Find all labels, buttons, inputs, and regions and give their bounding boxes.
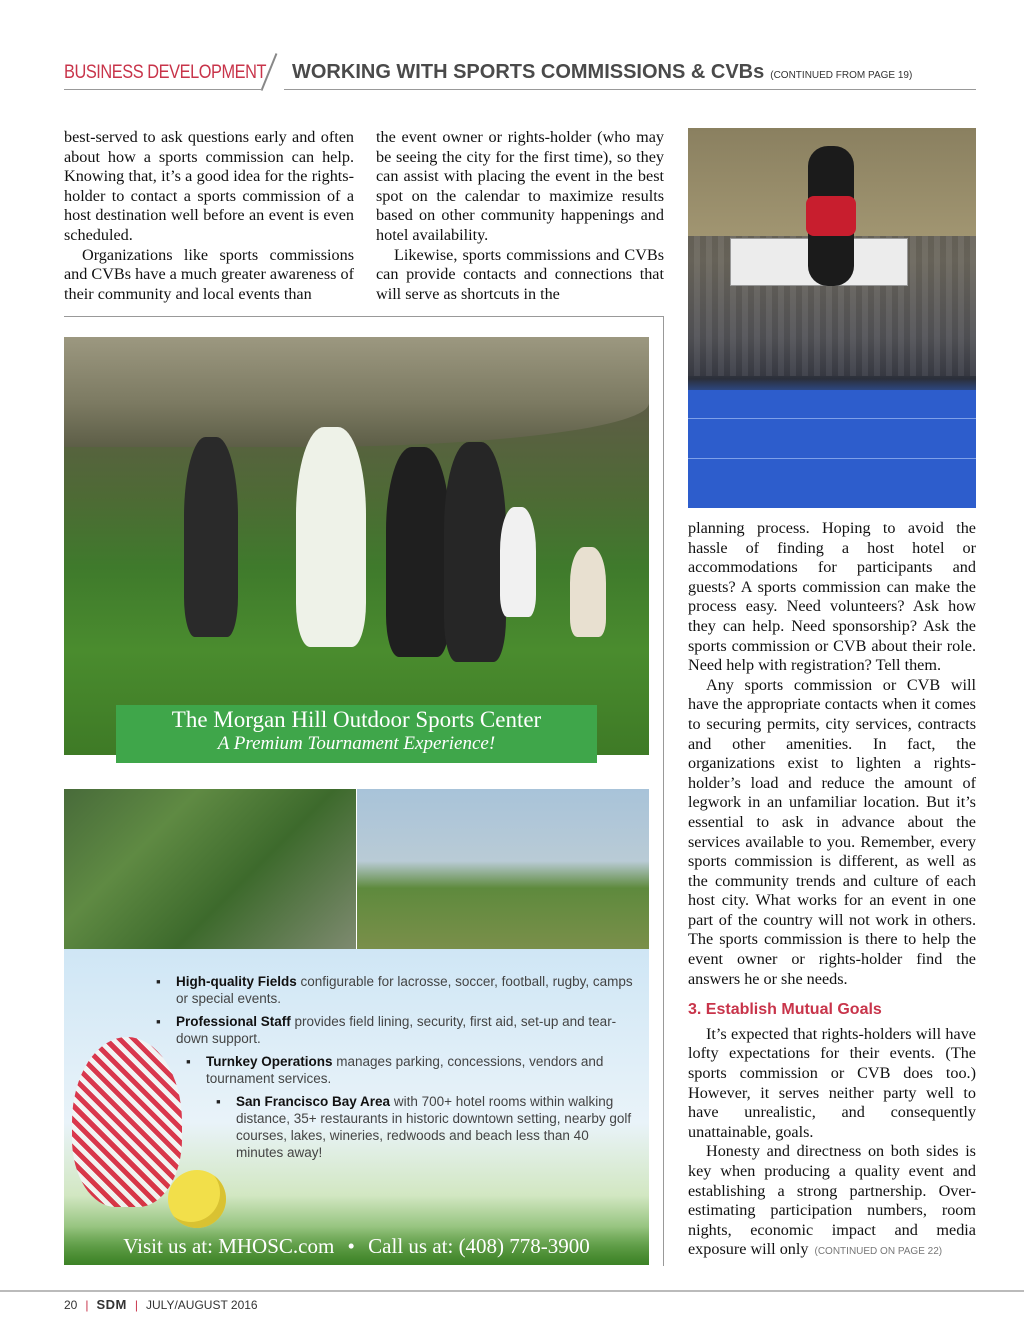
ad-tagline: A Premium Tournament Experience! — [217, 733, 496, 754]
aerial-fields-photo — [64, 789, 356, 949]
gymnastics-photo — [688, 128, 976, 508]
article-column-1 — [64, 128, 354, 304]
footer-separator: | — [134, 1298, 138, 1312]
lacrosse-ball-icon — [168, 1170, 226, 1228]
feature-title: Professional Staff — [176, 1014, 291, 1029]
feature-text: manages parking, concessions, vendors and tournament services. — [206, 1054, 604, 1086]
continued-from-note: (CONTINUED FROM PAGE 19) — [770, 70, 913, 81]
lacrosse-photo — [64, 337, 649, 755]
footer-rule — [0, 1290, 1024, 1292]
ad-title: The Morgan Hill Outdoor Sports Center — [171, 707, 542, 732]
gym-floor — [688, 390, 976, 508]
player-figure — [444, 442, 506, 662]
ad-title-banner — [116, 705, 597, 763]
paragraph: best-served to ask questions early and often about how a sports commission can help. Knowing that, it’s a good idea for the rights-holder to contact a sports commission of a host destination well before an event is even scheduled. — [64, 128, 354, 244]
floor-line — [688, 458, 976, 459]
player-figure — [296, 427, 366, 647]
feature-text: with 700+ hotel rooms within walking distance, 35+ restaurants in historic downtown setting, nearby golf courses, lakes, wineries, redwoods and beach less than 40 minutes away! — [236, 1094, 632, 1160]
list-item — [156, 973, 636, 1007]
issue-date: JULY/AUGUST 2016 — [146, 1298, 258, 1312]
paragraph — [688, 1142, 976, 1262]
paragraph-text: Honesty and directness on both sides is key when producing a quality event and establishing a strong partnership. Over-estimating participation numbers, room nights, economic impact and media exposure will only — [688, 1142, 976, 1259]
article-title — [292, 61, 912, 84]
player-figure — [386, 447, 450, 657]
floor-line — [688, 418, 976, 419]
header-rule-right — [284, 89, 976, 90]
feature-title: Turnkey Operations — [206, 1054, 333, 1069]
phone-link[interactable]: Call us at: (408) 778-3900 — [368, 1234, 590, 1258]
ad-feature-list — [156, 973, 636, 1167]
feature-title: San Francisco Bay Area — [236, 1094, 391, 1109]
lacrosse-game-photo — [357, 789, 649, 949]
footer-separator: | — [85, 1298, 89, 1312]
article-title-text: WORKING WITH SPORTS COMMISSIONS & CVBs — [292, 61, 765, 83]
header-rule-left — [64, 89, 262, 90]
separator-dot: • — [347, 1234, 355, 1258]
spectator-figure — [570, 547, 606, 637]
paragraph: Organizations like sports commissions and CVBs have a much greater awareness of their community and local events than — [64, 245, 354, 303]
referee-figure — [500, 507, 536, 617]
paragraph: the event owner or rights-holder (who may be seeing the city for the first time), so they can assist with placing the event in the best spot on the calendar to maximize results based on other community happenings and hotel availability. — [376, 128, 664, 244]
list-item — [156, 1013, 636, 1047]
paragraph: Any sports commission or CVB will have the appropriate contacts when it comes to securing permits, city services, contracts and other amenities. In fact, the organizations exist to lighten a rights-holder’s load and reduce the amount of legwork in an unfamiliar location. But it’s essential to ask in advance about the services available to you. Remember, every sports commission is different, as well as the community trends and culture of each host city. What works for an event in one part of the country will not work in others. The sports commission is there to help the event owner or rights-holder find the answers he or she needs. — [688, 675, 976, 988]
section-label: BUSINESS DEVELOPMENT — [64, 62, 267, 83]
paragraph: It’s expected that rights-holders will have lofty expectations for their events. (The sports commission or CVB does too.) However, it serves neither party well to have unrealistic, and consequently unattainable, goals. — [688, 1024, 976, 1141]
article-column-3 — [688, 519, 976, 1262]
paragraph: Likewise, sports commissions and CVBs can provide contacts and connections that will serve as shortcuts in the — [376, 245, 664, 303]
gymnast-leotard — [806, 196, 856, 236]
website-link[interactable]: Visit us at: MHOSC.com — [123, 1234, 335, 1258]
hill-background — [64, 337, 649, 447]
feature-title: High-quality Fields — [176, 974, 297, 989]
ad-frame-right — [663, 316, 664, 1266]
page-header — [64, 56, 976, 90]
feature-text: configurable for lacrosse, soccer, football, rugby, camps or special events. — [176, 974, 633, 1006]
subheading: 3. Establish Mutual Goals — [688, 1001, 882, 1019]
advertisement[interactable] — [64, 337, 649, 1265]
continued-on-note: (CONTINUED ON PAGE 22) — [814, 1246, 943, 1258]
ad-frame-top — [64, 316, 664, 317]
article-column-2 — [376, 128, 664, 304]
feature-text: provides field lining, security, first aid, set-up and tear-down support. — [176, 1014, 617, 1046]
player-figure — [184, 437, 238, 637]
magazine-logo: SDM — [96, 1297, 127, 1312]
list-item — [216, 1093, 636, 1161]
list-item — [186, 1053, 636, 1087]
page-footer — [64, 1297, 258, 1312]
ad-contact-bar — [64, 1227, 649, 1265]
paragraph: planning process. Hoping to avoid the hassle of finding a host hotel or accommodations for participants and guests? A sports commission can make the process easy. Need volunteers? Ask how they can help. Need sponsorship? Ask the sports commission or CVB about their role. Need help with registration? Tell them. — [688, 519, 976, 675]
page-number: 20 — [64, 1298, 78, 1312]
